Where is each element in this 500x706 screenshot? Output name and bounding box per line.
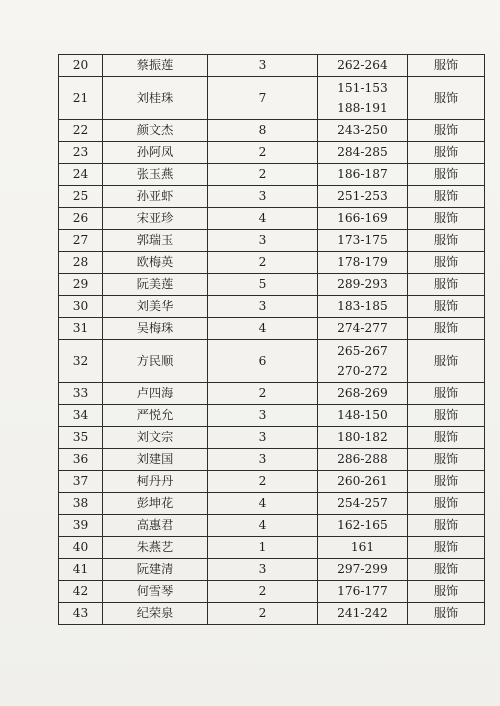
category-cell: 服饰 bbox=[408, 603, 485, 625]
page-range-cell bbox=[318, 383, 408, 405]
page-range-cell bbox=[318, 230, 408, 252]
row-number-cell: 36 bbox=[59, 449, 103, 471]
person-name-cell: 张玉燕 bbox=[103, 164, 208, 186]
count-cell: 4 bbox=[208, 208, 318, 230]
count-cell: 3 bbox=[208, 230, 318, 252]
person-name-cell: 何雪琴 bbox=[103, 581, 208, 603]
document-sheet bbox=[58, 54, 459, 658]
table-row bbox=[59, 340, 485, 383]
table-row bbox=[59, 120, 485, 142]
table-row bbox=[59, 142, 485, 164]
table-row bbox=[59, 296, 485, 318]
page-range-cell bbox=[318, 208, 408, 230]
category-cell: 服饰 bbox=[408, 449, 485, 471]
page-range-cell bbox=[318, 603, 408, 625]
row-number-cell: 34 bbox=[59, 405, 103, 427]
page-range-line: 188-191 bbox=[337, 101, 388, 115]
category-cell: 服饰 bbox=[408, 383, 485, 405]
category-cell: 服饰 bbox=[408, 252, 485, 274]
page-range-line: 289-293 bbox=[337, 277, 388, 292]
page-range-cell bbox=[318, 142, 408, 164]
page-range-cell bbox=[318, 252, 408, 274]
page-range-line: 243-250 bbox=[337, 123, 388, 138]
person-name-cell: 吴梅珠 bbox=[103, 318, 208, 340]
table-row bbox=[59, 427, 485, 449]
person-name-cell: 柯丹丹 bbox=[103, 471, 208, 493]
page-range-cell bbox=[318, 537, 408, 559]
count-cell: 3 bbox=[208, 296, 318, 318]
row-number-cell: 28 bbox=[59, 252, 103, 274]
category-cell: 服饰 bbox=[408, 340, 485, 383]
count-cell: 2 bbox=[208, 603, 318, 625]
page-range-line: 173-175 bbox=[337, 233, 388, 248]
category-cell: 服饰 bbox=[408, 405, 485, 427]
count-cell: 3 bbox=[208, 186, 318, 208]
category-cell: 服饰 bbox=[408, 471, 485, 493]
table-row bbox=[59, 581, 485, 603]
person-name-cell: 阮美莲 bbox=[103, 274, 208, 296]
page-range-cell bbox=[318, 274, 408, 296]
person-name-cell: 阮建清 bbox=[103, 559, 208, 581]
person-name-cell: 宋亚珍 bbox=[103, 208, 208, 230]
page-range-cell bbox=[318, 471, 408, 493]
page-range-cell bbox=[318, 515, 408, 537]
row-number-cell: 31 bbox=[59, 318, 103, 340]
count-cell: 2 bbox=[208, 164, 318, 186]
records-table bbox=[58, 54, 485, 625]
category-cell: 服饰 bbox=[408, 493, 485, 515]
person-name-cell: 孙亚虾 bbox=[103, 186, 208, 208]
count-cell: 1 bbox=[208, 537, 318, 559]
count-cell: 3 bbox=[208, 449, 318, 471]
row-number-cell: 21 bbox=[59, 77, 103, 120]
table-row bbox=[59, 252, 485, 274]
page-range-cell bbox=[318, 581, 408, 603]
person-name-cell: 纪荣泉 bbox=[103, 603, 208, 625]
person-name-cell: 方民顺 bbox=[103, 340, 208, 383]
page-range-cell bbox=[318, 120, 408, 142]
count-cell: 2 bbox=[208, 142, 318, 164]
category-cell: 服饰 bbox=[408, 77, 485, 120]
table-row bbox=[59, 515, 485, 537]
count-cell: 4 bbox=[208, 493, 318, 515]
table-row bbox=[59, 405, 485, 427]
table-row bbox=[59, 559, 485, 581]
count-cell: 2 bbox=[208, 252, 318, 274]
row-number-cell: 22 bbox=[59, 120, 103, 142]
page-range-line: 262-264 bbox=[337, 58, 388, 73]
page-range-line: 265-267 bbox=[337, 344, 388, 358]
page-range-line: 186-187 bbox=[337, 167, 388, 182]
table-row bbox=[59, 493, 485, 515]
count-cell: 4 bbox=[208, 318, 318, 340]
page-range-line: 183-185 bbox=[337, 299, 388, 314]
table-row bbox=[59, 230, 485, 252]
category-cell: 服饰 bbox=[408, 537, 485, 559]
person-name-cell: 欧梅英 bbox=[103, 252, 208, 274]
table-row bbox=[59, 449, 485, 471]
category-cell: 服饰 bbox=[408, 208, 485, 230]
category-cell: 服饰 bbox=[408, 55, 485, 77]
category-cell: 服饰 bbox=[408, 296, 485, 318]
row-number-cell: 27 bbox=[59, 230, 103, 252]
page-range-cell bbox=[318, 55, 408, 77]
row-number-cell: 26 bbox=[59, 208, 103, 230]
page-range-line: 178-179 bbox=[337, 255, 388, 270]
row-number-cell: 24 bbox=[59, 164, 103, 186]
count-cell: 3 bbox=[208, 405, 318, 427]
row-number-cell: 29 bbox=[59, 274, 103, 296]
table-row bbox=[59, 55, 485, 77]
table-row bbox=[59, 383, 485, 405]
page-range-cell bbox=[318, 559, 408, 581]
category-cell: 服饰 bbox=[408, 230, 485, 252]
person-name-cell: 朱燕艺 bbox=[103, 537, 208, 559]
category-cell: 服饰 bbox=[408, 559, 485, 581]
row-number-cell: 38 bbox=[59, 493, 103, 515]
person-name-cell: 刘美华 bbox=[103, 296, 208, 318]
row-number-cell: 40 bbox=[59, 537, 103, 559]
category-cell: 服饰 bbox=[408, 186, 485, 208]
table-row bbox=[59, 274, 485, 296]
category-cell: 服饰 bbox=[408, 427, 485, 449]
page-range-cell bbox=[318, 340, 408, 383]
table-row bbox=[59, 186, 485, 208]
page-range-line: 270-272 bbox=[337, 364, 388, 378]
row-number-cell: 20 bbox=[59, 55, 103, 77]
row-number-cell: 37 bbox=[59, 471, 103, 493]
count-cell: 4 bbox=[208, 515, 318, 537]
table-row bbox=[59, 318, 485, 340]
page-range-cell bbox=[318, 493, 408, 515]
count-cell: 6 bbox=[208, 340, 318, 383]
table-row bbox=[59, 164, 485, 186]
page-range-line: 274-277 bbox=[337, 321, 388, 336]
person-name-cell: 刘建国 bbox=[103, 449, 208, 471]
page-range-line: 162-165 bbox=[337, 518, 388, 533]
count-cell: 2 bbox=[208, 581, 318, 603]
table-row bbox=[59, 77, 485, 120]
table-row bbox=[59, 537, 485, 559]
count-cell: 2 bbox=[208, 383, 318, 405]
row-number-cell: 25 bbox=[59, 186, 103, 208]
person-name-cell: 卢四海 bbox=[103, 383, 208, 405]
row-number-cell: 35 bbox=[59, 427, 103, 449]
count-cell: 3 bbox=[208, 559, 318, 581]
page-range-cell bbox=[318, 186, 408, 208]
count-cell: 3 bbox=[208, 427, 318, 449]
category-cell: 服饰 bbox=[408, 142, 485, 164]
page-range-line: 180-182 bbox=[337, 430, 388, 445]
person-name-cell: 孙阿凤 bbox=[103, 142, 208, 164]
page-range-line: 254-257 bbox=[337, 496, 388, 511]
table-row bbox=[59, 208, 485, 230]
table-row bbox=[59, 471, 485, 493]
row-number-cell: 39 bbox=[59, 515, 103, 537]
page-range-cell bbox=[318, 164, 408, 186]
count-cell: 7 bbox=[208, 77, 318, 120]
page-range-line: 166-169 bbox=[337, 211, 388, 226]
page-range-line: 260-261 bbox=[337, 474, 388, 489]
records-table-body bbox=[59, 55, 485, 625]
page-range-cell bbox=[318, 77, 408, 120]
row-number-cell: 42 bbox=[59, 581, 103, 603]
category-cell: 服饰 bbox=[408, 120, 485, 142]
page-range-line: 286-288 bbox=[337, 452, 388, 467]
person-name-cell: 刘文宗 bbox=[103, 427, 208, 449]
row-number-cell: 41 bbox=[59, 559, 103, 581]
category-cell: 服饰 bbox=[408, 515, 485, 537]
person-name-cell: 颜文杰 bbox=[103, 120, 208, 142]
page-range-cell bbox=[318, 318, 408, 340]
category-cell: 服饰 bbox=[408, 274, 485, 296]
page-range-line: 284-285 bbox=[337, 145, 388, 160]
page-range-line: 151-153 bbox=[337, 81, 388, 95]
page-range-line: 161 bbox=[350, 540, 375, 555]
page-range-cell bbox=[318, 427, 408, 449]
category-cell: 服饰 bbox=[408, 318, 485, 340]
count-cell: 3 bbox=[208, 55, 318, 77]
page-range-line: 176-177 bbox=[337, 584, 388, 599]
row-number-cell: 43 bbox=[59, 603, 103, 625]
count-cell: 8 bbox=[208, 120, 318, 142]
person-name-cell: 严悦允 bbox=[103, 405, 208, 427]
page-range-line: 241-242 bbox=[337, 606, 388, 621]
person-name-cell: 郭瑞玉 bbox=[103, 230, 208, 252]
category-cell: 服饰 bbox=[408, 581, 485, 603]
row-number-cell: 23 bbox=[59, 142, 103, 164]
page-range-cell bbox=[318, 296, 408, 318]
row-number-cell: 32 bbox=[59, 340, 103, 383]
person-name-cell: 刘桂珠 bbox=[103, 77, 208, 120]
count-cell: 2 bbox=[208, 471, 318, 493]
page-range-line: 148-150 bbox=[337, 408, 388, 423]
person-name-cell: 蔡振莲 bbox=[103, 55, 208, 77]
page-range-cell bbox=[318, 449, 408, 471]
page-range-line: 268-269 bbox=[337, 386, 388, 401]
table-row bbox=[59, 603, 485, 625]
count-cell: 5 bbox=[208, 274, 318, 296]
category-cell: 服饰 bbox=[408, 164, 485, 186]
person-name-cell: 彭坤花 bbox=[103, 493, 208, 515]
person-name-cell: 高惠君 bbox=[103, 515, 208, 537]
page-range-cell bbox=[318, 405, 408, 427]
page-range-line: 297-299 bbox=[337, 562, 388, 577]
row-number-cell: 30 bbox=[59, 296, 103, 318]
page-range-line: 251-253 bbox=[337, 189, 388, 204]
row-number-cell: 33 bbox=[59, 383, 103, 405]
